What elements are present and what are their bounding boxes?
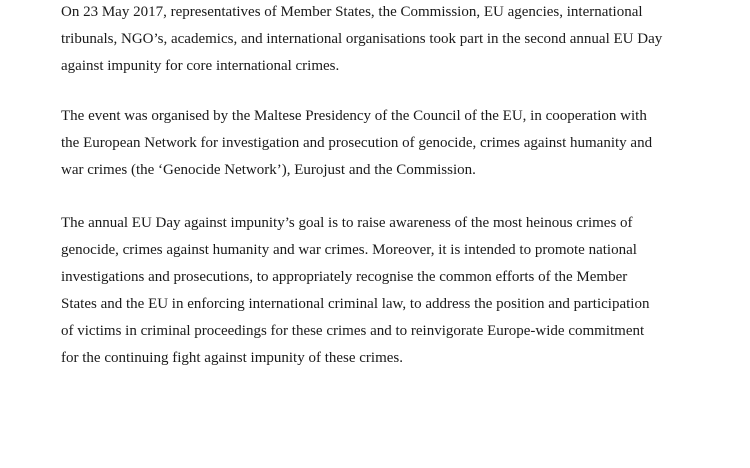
paragraph-event-summary: [61, 0, 662, 80]
text-line: of victims in criminal proceedings for these crimes and to reinvigorate Europe-wide commitment: [61, 323, 645, 339]
text-line: war crimes (the ‘Genocide Network’), Eurojust and the Commission.: [61, 162, 476, 178]
text-line: investigations and prosecutions, to appropriately recognise the common efforts of the Member: [61, 269, 628, 285]
text-line: the European Network for investigation and prosecution of genocide, crimes against humanity and: [61, 135, 653, 151]
text-line: On 23 May 2017, representatives of Member States, the Commission, EU agencies, international: [61, 4, 643, 20]
text-line: The event was organised by the Maltese Presidency of the Council of the EU, in cooperation with: [61, 108, 647, 124]
paragraph-goals: [61, 210, 649, 372]
text-line: for the continuing fight against impunity of these crimes.: [61, 350, 404, 366]
text-line: States and the EU in enforcing international criminal law, to address the position and participation: [61, 296, 650, 312]
text-line: tribunals, NGO’s, academics, and international organisations took part in the second annual EU Day: [61, 31, 663, 47]
text-line: against impunity for core international crimes.: [61, 58, 340, 74]
text-line: genocide, crimes against humanity and war crimes. Moreover, it is intended to promote national: [61, 242, 637, 258]
text-line: The annual EU Day against impunity’s goal is to raise awareness of the most heinous crimes of: [61, 215, 633, 231]
paragraph-organisers: [61, 103, 652, 184]
